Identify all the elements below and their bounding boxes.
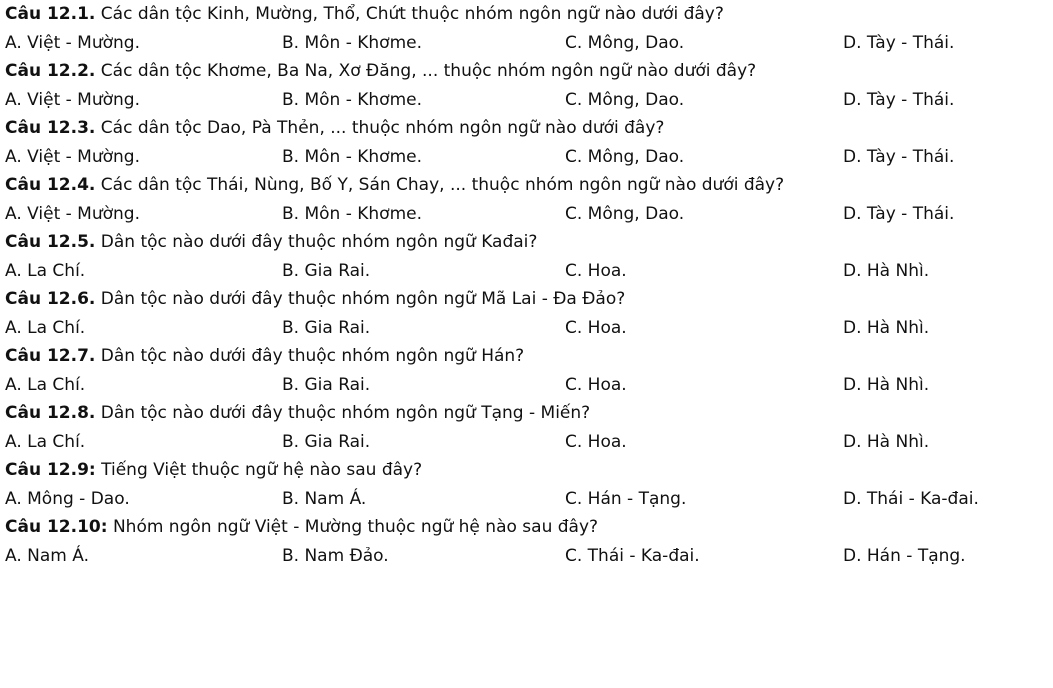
question-line bbox=[5, 117, 1050, 140]
answer-options bbox=[5, 140, 1050, 174]
option-b: B. Nam Đảo. bbox=[282, 546, 389, 566]
question-line bbox=[5, 231, 1050, 254]
question-text: Dân tộc nào dưới đây thuộc nhóm ngôn ngữ Kađai? bbox=[95, 232, 538, 252]
option-b: B. Môn - Khơme. bbox=[282, 90, 423, 110]
option-c: C. Hoa. bbox=[565, 261, 627, 281]
question-text: Nhóm ngôn ngữ Việt - Mường thuộc ngữ hệ nào sau đây? bbox=[107, 517, 599, 537]
option-b: B. Môn - Khơme. bbox=[282, 33, 423, 53]
option-a: A. La Chí. bbox=[5, 318, 86, 338]
question-number: Câu 12.6. bbox=[5, 289, 96, 309]
option-a: A. La Chí. bbox=[5, 432, 86, 452]
question-text: Các dân tộc Kinh, Mường, Thổ, Chứt thuộc nhóm ngôn ngữ nào dưới đây? bbox=[95, 4, 724, 24]
option-c: C. Mông, Dao. bbox=[565, 204, 685, 224]
option-a: A. Mông - Dao. bbox=[5, 489, 130, 509]
answer-options bbox=[5, 26, 1050, 60]
question-text: Tiếng Việt thuộc ngữ hệ nào sau đây? bbox=[95, 460, 423, 480]
question-block-8 bbox=[5, 402, 1050, 459]
question-number: Câu 12.10: bbox=[5, 517, 108, 537]
option-c: C. Hoa. bbox=[565, 432, 627, 452]
question-block-2 bbox=[5, 60, 1050, 117]
question-number: Câu 12.9: bbox=[5, 460, 96, 480]
option-a: A. Việt - Mường. bbox=[5, 147, 140, 167]
question-line bbox=[5, 3, 1050, 26]
question-block-7 bbox=[5, 345, 1050, 402]
answer-options bbox=[5, 425, 1050, 459]
answer-options bbox=[5, 83, 1050, 117]
answer-options bbox=[5, 539, 1050, 573]
option-d: D. Hà Nhì. bbox=[843, 261, 930, 281]
question-line bbox=[5, 174, 1050, 197]
question-line bbox=[5, 60, 1050, 83]
answer-options bbox=[5, 311, 1050, 345]
question-number: Câu 12.8. bbox=[5, 403, 96, 423]
option-a: A. La Chí. bbox=[5, 375, 86, 395]
answer-options bbox=[5, 197, 1050, 231]
option-c: C. Hoa. bbox=[565, 375, 627, 395]
question-block-4 bbox=[5, 174, 1050, 231]
question-text: Các dân tộc Khơme, Ba Na, Xơ Đăng, ... thuộc nhóm ngôn ngữ nào dưới đây? bbox=[95, 61, 757, 81]
answer-options bbox=[5, 368, 1050, 402]
answer-options bbox=[5, 254, 1050, 288]
option-d: D. Tày - Thái. bbox=[843, 147, 955, 167]
question-text: Dân tộc nào dưới đây thuộc nhóm ngôn ngữ Hán? bbox=[95, 346, 525, 366]
option-a: A. Việt - Mường. bbox=[5, 90, 140, 110]
option-a: A. La Chí. bbox=[5, 261, 86, 281]
question-block-6 bbox=[5, 288, 1050, 345]
answer-options bbox=[5, 482, 1050, 516]
question-line bbox=[5, 516, 1050, 539]
option-d: D. Tày - Thái. bbox=[843, 90, 955, 110]
question-text: Các dân tộc Dao, Pà Thẻn, ... thuộc nhóm ngôn ngữ nào dưới đây? bbox=[95, 118, 665, 138]
option-d: D. Tày - Thái. bbox=[843, 204, 955, 224]
option-d: D. Thái - Ka-đai. bbox=[843, 489, 979, 509]
option-b: B. Gia Rai. bbox=[282, 318, 371, 338]
option-c: C. Hán - Tạng. bbox=[565, 489, 687, 509]
option-c: C. Hoa. bbox=[565, 318, 627, 338]
option-c: C. Mông, Dao. bbox=[565, 33, 685, 53]
question-number: Câu 12.2. bbox=[5, 61, 96, 81]
question-block-1 bbox=[5, 3, 1050, 60]
option-a: A. Việt - Mường. bbox=[5, 33, 140, 53]
question-sheet bbox=[5, 3, 1050, 573]
question-block-3 bbox=[5, 117, 1050, 174]
question-number: Câu 12.5. bbox=[5, 232, 96, 252]
option-b: B. Gia Rai. bbox=[282, 375, 371, 395]
option-b: B. Gia Rai. bbox=[282, 261, 371, 281]
option-d: D. Hà Nhì. bbox=[843, 432, 930, 452]
option-c: C. Mông, Dao. bbox=[565, 90, 685, 110]
question-block-10 bbox=[5, 516, 1050, 573]
option-d: D. Tày - Thái. bbox=[843, 33, 955, 53]
option-b: B. Gia Rai. bbox=[282, 432, 371, 452]
question-line bbox=[5, 288, 1050, 311]
option-c: C. Thái - Ka-đai. bbox=[565, 546, 700, 566]
option-b: B. Môn - Khơme. bbox=[282, 204, 423, 224]
option-a: A. Việt - Mường. bbox=[5, 204, 140, 224]
option-a: A. Nam Á. bbox=[5, 546, 89, 566]
question-text: Các dân tộc Thái, Nùng, Bố Y, Sán Chay, ... thuộc nhóm ngôn ngữ nào dưới đây? bbox=[95, 175, 785, 195]
question-number: Câu 12.4. bbox=[5, 175, 96, 195]
question-block-5 bbox=[5, 231, 1050, 288]
option-d: D. Hà Nhì. bbox=[843, 375, 930, 395]
option-b: B. Môn - Khơme. bbox=[282, 147, 423, 167]
question-number: Câu 12.1. bbox=[5, 4, 96, 24]
question-number: Câu 12.3. bbox=[5, 118, 96, 138]
question-text: Dân tộc nào dưới đây thuộc nhóm ngôn ngữ Tạng - Miến? bbox=[95, 403, 591, 423]
option-d: D. Hán - Tạng. bbox=[843, 546, 966, 566]
option-d: D. Hà Nhì. bbox=[843, 318, 930, 338]
option-b: B. Nam Á. bbox=[282, 489, 367, 509]
question-line bbox=[5, 402, 1050, 425]
question-block-9 bbox=[5, 459, 1050, 516]
question-line bbox=[5, 459, 1050, 482]
question-line bbox=[5, 345, 1050, 368]
question-number: Câu 12.7. bbox=[5, 346, 96, 366]
question-text: Dân tộc nào dưới đây thuộc nhóm ngôn ngữ Mã Lai - Đa Đảo? bbox=[95, 289, 626, 309]
option-c: C. Mông, Dao. bbox=[565, 147, 685, 167]
